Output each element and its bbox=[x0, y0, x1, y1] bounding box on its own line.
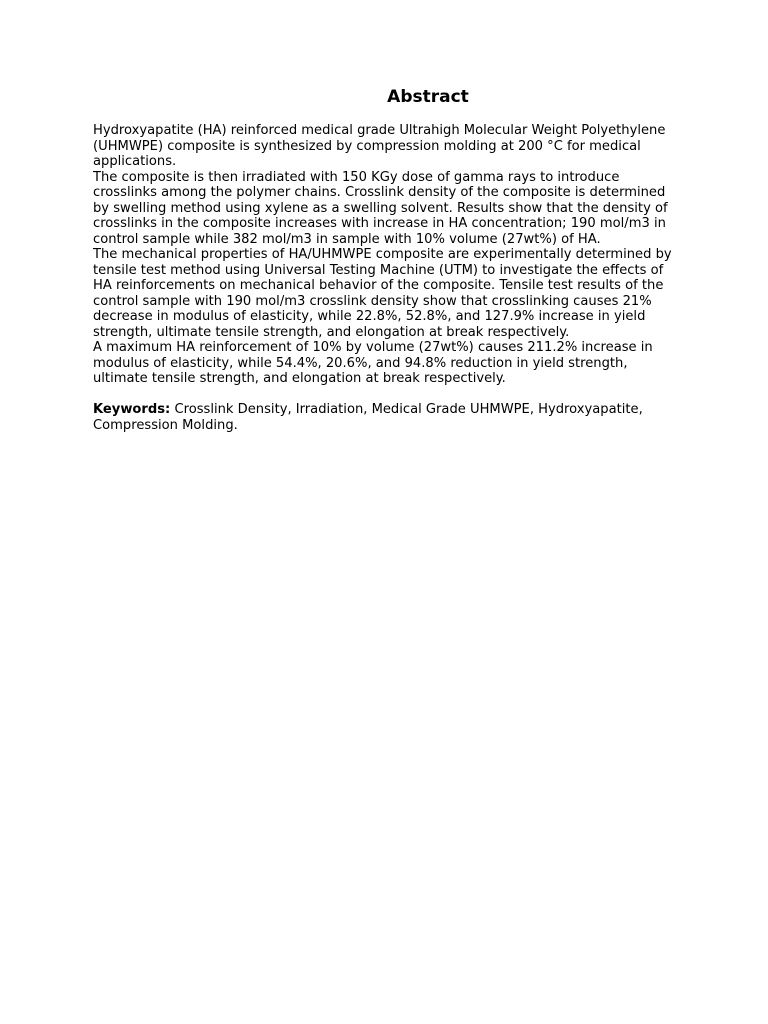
document-page bbox=[93, 86, 673, 433]
keywords-line bbox=[93, 402, 673, 433]
abstract-paragraph-2: The composite is then irradiated with 150 KGy dose of gamma rays to introduce crosslinks among the polymer chains. Crosslink density of the composite is determined by swelling method using xylene as a swelling solvent. Results show that the density of crosslinks in the composite increases with increase in HA concentration; 190 mol/m3 in control sample while 382 mol/m3 in sample with 10% volume (27wt%) of HA. bbox=[93, 169, 668, 247]
keywords-text: Crosslink Density, Irradiation, Medical Grade UHMWPE, Hydroxyapatite, Compression Molding. bbox=[93, 402, 643, 433]
paragraph-spacer bbox=[93, 387, 673, 403]
abstract-paragraph-3: The mechanical properties of HA/UHMWPE composite are experimentally determined by tensile test method using Universal Testing Machine (UTM) to investigate the effects of HA reinforcements on mechanical behavior of the composite. Tensile test results of the control sample with 190 mol/m3 crosslink density show that crosslinking causes 21% decrease in modulus of elasticity, while 22.8%, 52.8%, and 127.9% increase in yield strength, ultimate tensile strength, and elongation at break respectively. bbox=[93, 247, 672, 340]
abstract-body bbox=[93, 123, 673, 433]
keywords-label: Keywords: bbox=[93, 402, 171, 417]
abstract-heading: Abstract bbox=[387, 87, 469, 107]
abstract-paragraph-4: A maximum HA reinforcement of 10% by volume (27wt%) causes 211.2% increase in modulus of elasticity, while 54.4%, 20.6%, and 94.8% reduction in yield strength, ultimate tensile strength, and elongation at break respectively. bbox=[93, 340, 653, 386]
abstract-paragraph-1: Hydroxyapatite (HA) reinforced medical grade Ultrahigh Molecular Weight Polyethylene (UHMWPE) composite is synthesized by compression molding at 200 °C for medical applications. bbox=[93, 123, 666, 169]
